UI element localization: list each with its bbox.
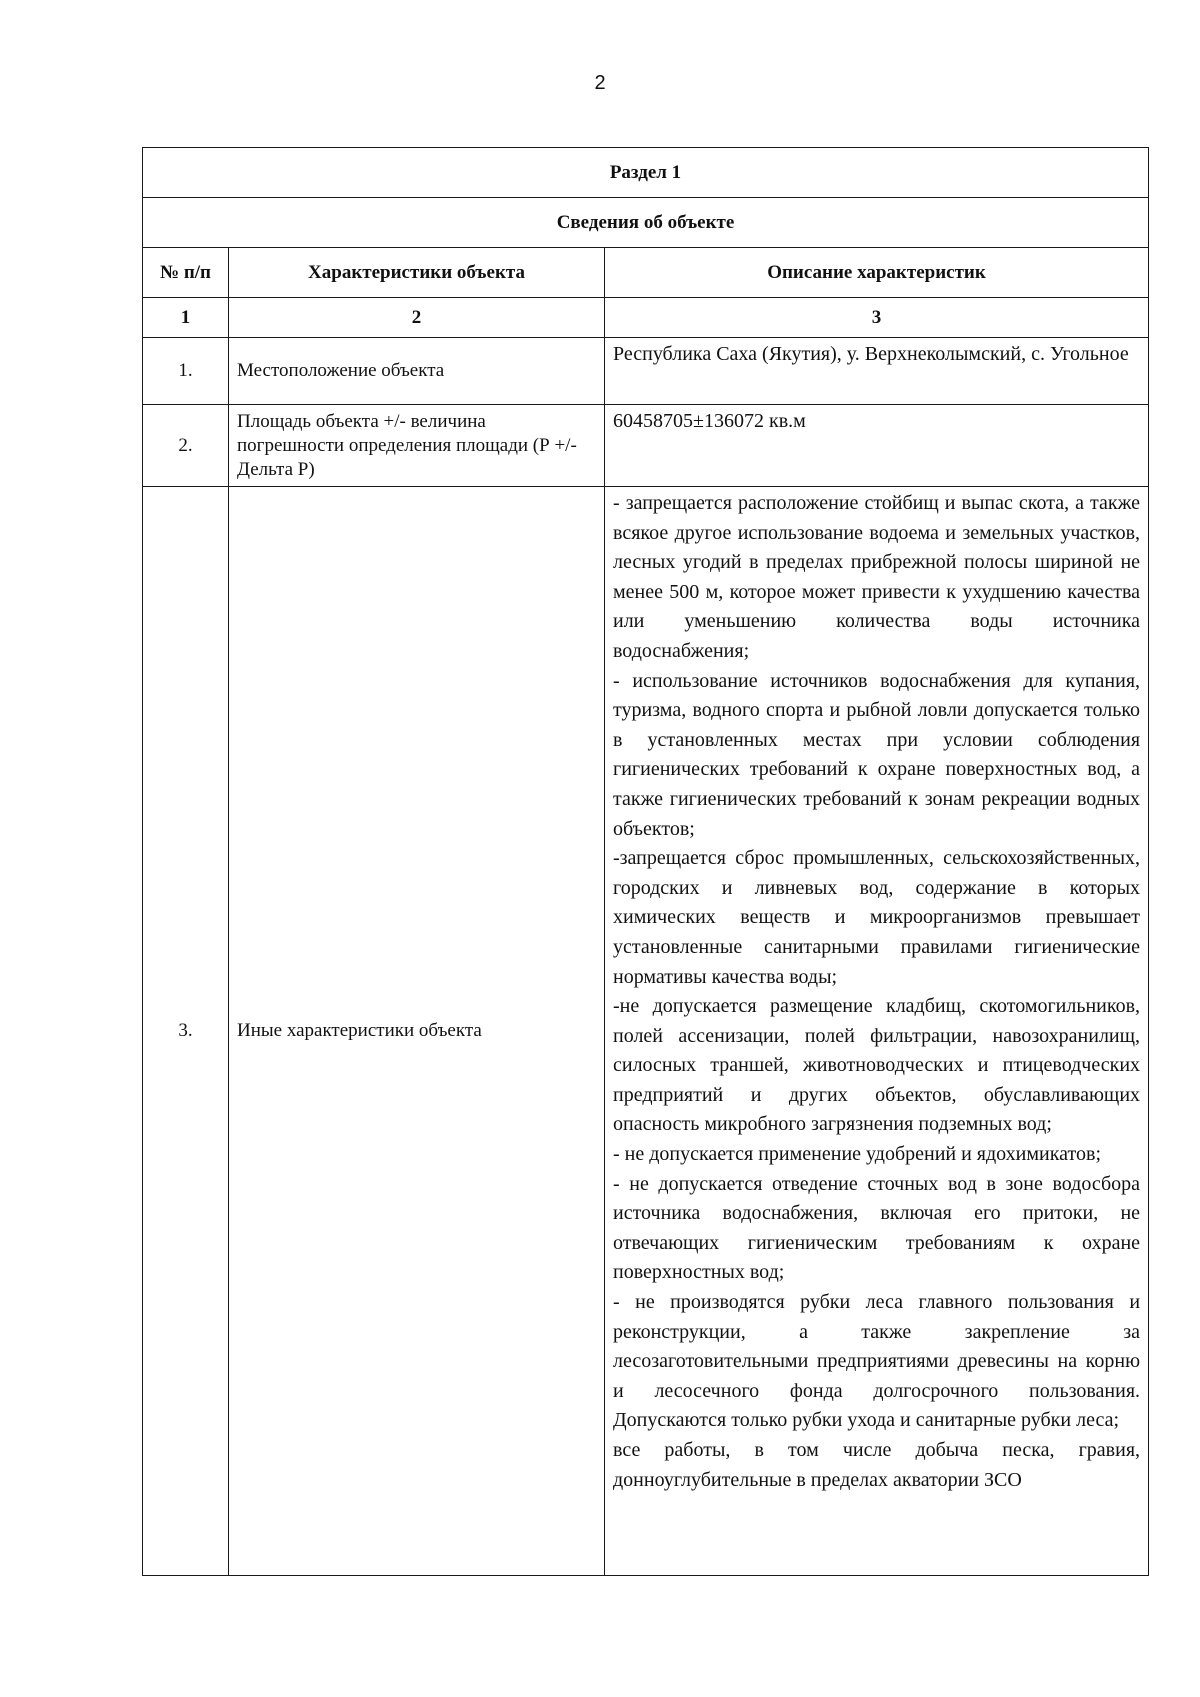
object-info-table	[142, 147, 1149, 1576]
restriction-paragraph: все работы, в том числе добыча песка, гравия, донноуглубительные в пределах акватории ЗСО	[613, 1439, 1141, 1491]
column-number-2: 2	[229, 298, 605, 338]
header-row	[143, 248, 1149, 298]
row-description: 60458705±136072 кв.м	[605, 405, 1149, 487]
restriction-paragraph: - не допускается отведение сточных вод в зоне водосбора источника водоснабжения, включая его притоки, не отвечающих гигиеническим требованиям к охране поверхностных вод;	[613, 1172, 1141, 1284]
row-characteristic: Иные характеристики объекта	[229, 487, 605, 1576]
section-subtitle: Сведения об объекте	[143, 198, 1149, 248]
row-number: 2.	[143, 405, 229, 487]
table-row	[143, 405, 1149, 487]
header-characteristic: Характеристики объекта	[229, 248, 605, 298]
table-row	[143, 487, 1149, 1576]
page-number: 2	[594, 72, 606, 94]
column-number-row	[143, 298, 1149, 338]
row-description: Республика Саха (Якутия), у. Верхнеколымский, с. Угольное	[605, 338, 1149, 405]
row-number: 3.	[143, 487, 229, 1576]
restriction-paragraph: - не допускается применение удобрений и ядохимикатов;	[613, 1143, 1101, 1166]
table-row	[143, 338, 1149, 405]
restriction-paragraph: -не допускается размещение кладбищ, скотомогильников, полей ассенизации, полей фильтрации, навозохранилищ, силосных траншей, животноводческих и птицеводческих предприятий и других объектов, обуславливающих опасность микробного загрязнения подземных вод;	[613, 995, 1141, 1136]
restriction-paragraph: - использование источников водоснабжения для купания, туризма, водного спорта и рыбной ловли допускается только в установленных местах при условии соблюдения гигиенических требований к охране поверхностных вод, а также гигиенических требований к зонам рекреации водных объектов;	[613, 669, 1141, 840]
restriction-paragraph: - не производятся рубки леса главного пользования и реконструкции, а также закрепление за лесозаготовительными предприятиями древесины на корню и лесосечного фонда долгосрочного пользования. Допускаются только рубки ухода и санитарные рубки леса;	[613, 1291, 1141, 1432]
column-number-1: 1	[143, 298, 229, 338]
restriction-paragraph: - запрещается расположение стойбищ и выпас скота, а также всякое другое использование водоема и земельных участков, лесных угодий в пределах прибрежной полосы шириной не менее 500 м, которое может привести к ухудшению качества или уменьшению количества воды источника водоснабжения;	[613, 492, 1141, 662]
header-number: № п/п	[143, 248, 229, 298]
header-description: Описание характеристик	[605, 248, 1149, 298]
row-characteristic: Площадь объекта +/- величина погрешности определения площади (Р +/- Дельта Р)	[229, 405, 605, 487]
section-title: Раздел 1	[143, 148, 1149, 198]
section-subtitle-row	[143, 198, 1149, 248]
row-number: 1.	[143, 338, 229, 405]
row-description	[605, 487, 1149, 1576]
restrictions-text	[613, 489, 1140, 1495]
row-characteristic: Местоположение объекта	[229, 338, 605, 405]
column-number-3: 3	[605, 298, 1149, 338]
section-title-row	[143, 148, 1149, 198]
restriction-paragraph: -запрещается сброс промышленных, сельскохозяйственных, городских и ливневых вод, содержание в которых химических веществ и микроорганизмов превышает установленные санитарными правилами гигиенические нормативы качества воды;	[613, 847, 1141, 988]
